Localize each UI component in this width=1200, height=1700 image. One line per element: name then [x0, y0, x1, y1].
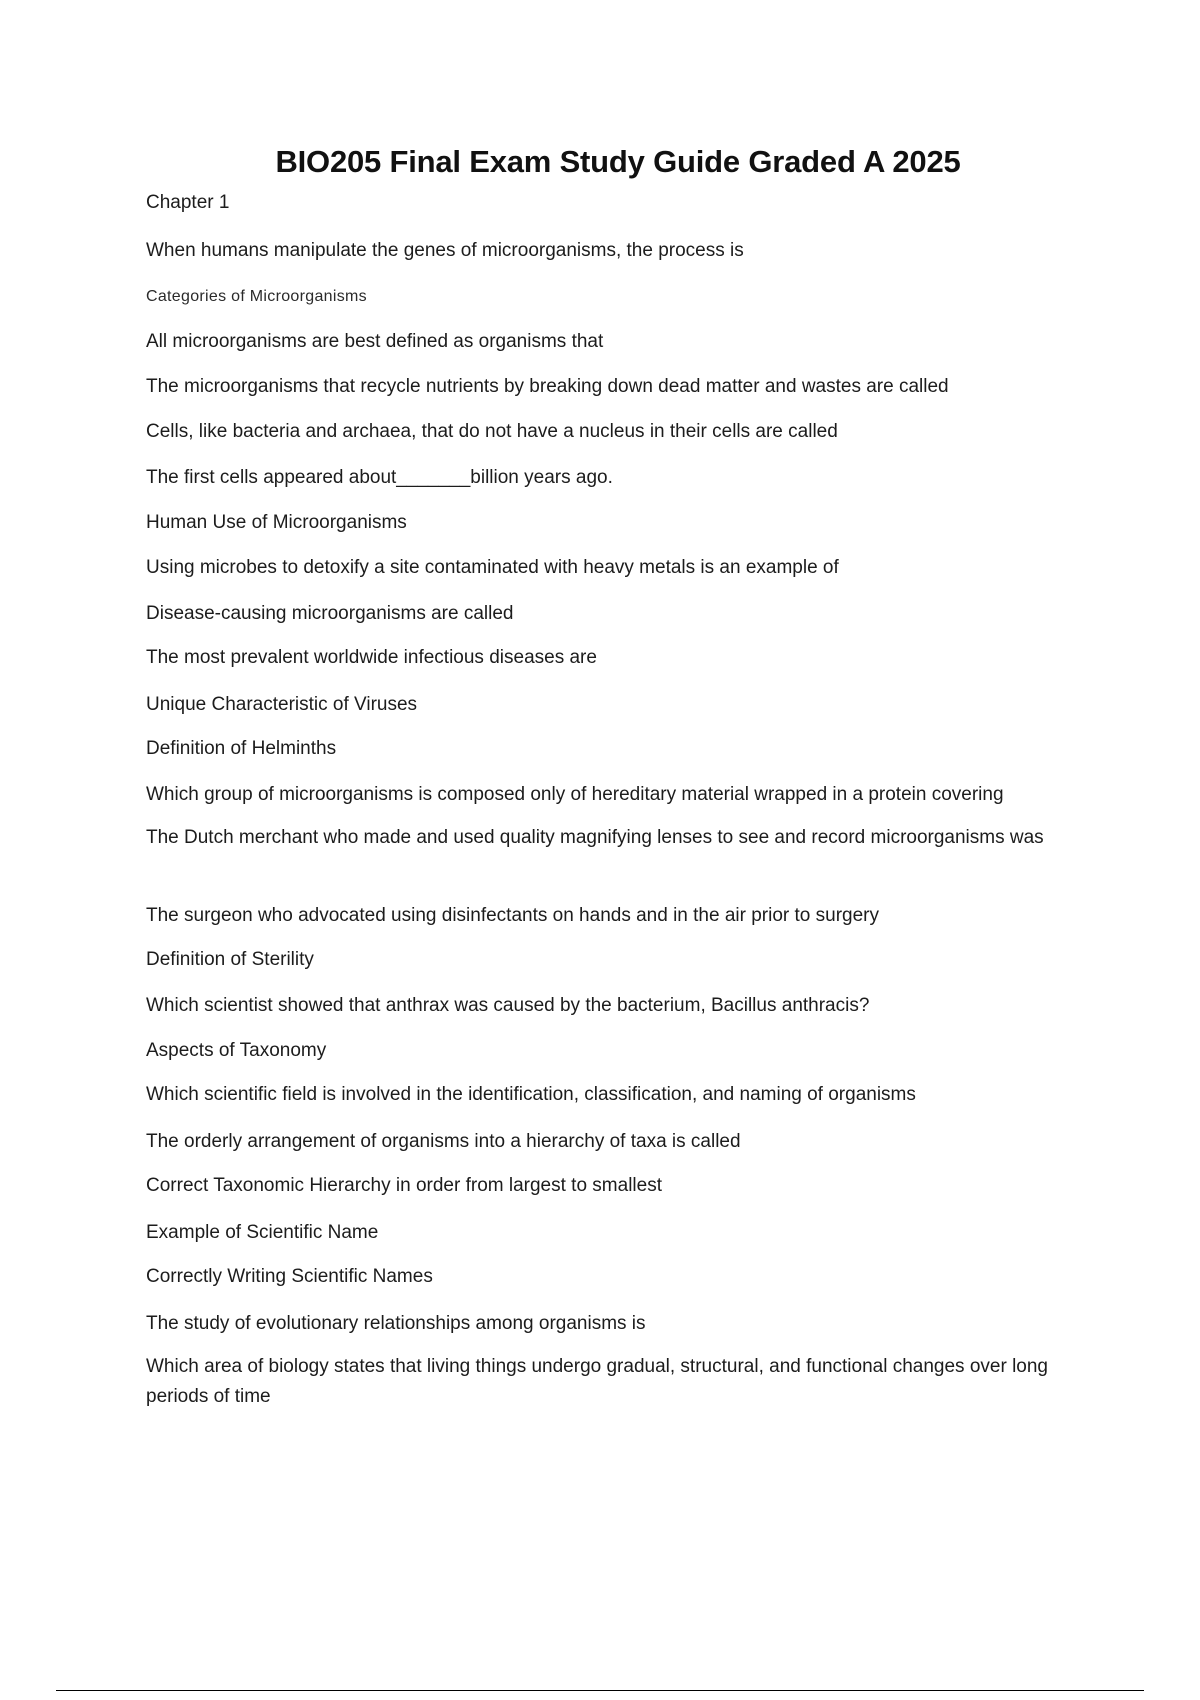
- question-line: The surgeon who advocated using disinfectants on hands and in the air prior to surgery: [146, 905, 880, 926]
- section-heading: Example of Scientific Name: [146, 1222, 379, 1243]
- question-line: Using microbes to detoxify a site contaminated with heavy metals is an example of: [146, 557, 839, 578]
- question-line: The Dutch merchant who made and used quality magnifying lenses to see and record microorganisms was: [146, 827, 1044, 848]
- section-heading: Definition of Helminths: [146, 738, 337, 759]
- question-line: When humans manipulate the genes of microorganisms, the process is: [146, 240, 744, 261]
- section-heading: Correct Taxonomic Hierarchy in order from largest to smallest: [146, 1175, 662, 1196]
- question-line: The study of evolutionary relationships among organisms is: [146, 1313, 646, 1334]
- question-line: Which scientist showed that anthrax was caused by the bacterium, Bacillus anthracis?: [146, 995, 870, 1016]
- question-line: Which group of microorganisms is composed only of hereditary material wrapped in a protein covering: [146, 784, 1004, 805]
- section-heading: Aspects of Taxonomy: [146, 1040, 327, 1061]
- question-line: Disease-causing microorganisms are called: [146, 603, 514, 624]
- question-line: Which scientific field is involved in the identification, classification, and naming of organisms: [146, 1084, 916, 1105]
- question-line: Cells, like bacteria and archaea, that do not have a nucleus in their cells are called: [146, 421, 838, 442]
- chapter-heading: Chapter 1: [146, 192, 230, 213]
- section-heading: Categories of Microorganisms: [146, 288, 367, 305]
- question-line: All microorganisms are best defined as organisms that: [146, 331, 604, 352]
- document-title: BIO205 Final Exam Study Guide Graded A 2025: [275, 144, 961, 179]
- section-heading: Human Use of Microorganisms: [146, 512, 407, 533]
- question-line: The most prevalent worldwide infectious diseases are: [146, 647, 597, 668]
- question-line: The first cells appeared about_______billion years ago.: [146, 467, 613, 488]
- question-line: The orderly arrangement of organisms into a hierarchy of taxa is called: [146, 1131, 741, 1152]
- footer-divider: [56, 1690, 1144, 1691]
- section-heading: Definition of Sterility: [146, 949, 314, 970]
- section-heading: Unique Characteristic of Viruses: [146, 694, 418, 715]
- section-heading: Correctly Writing Scientific Names: [146, 1266, 433, 1287]
- question-line: The microorganisms that recycle nutrients by breaking down dead matter and wastes are called: [146, 376, 949, 397]
- question-line: Which area of biology states that living things undergo gradual, structural, and functional changes over long periods of time: [146, 1356, 1048, 1407]
